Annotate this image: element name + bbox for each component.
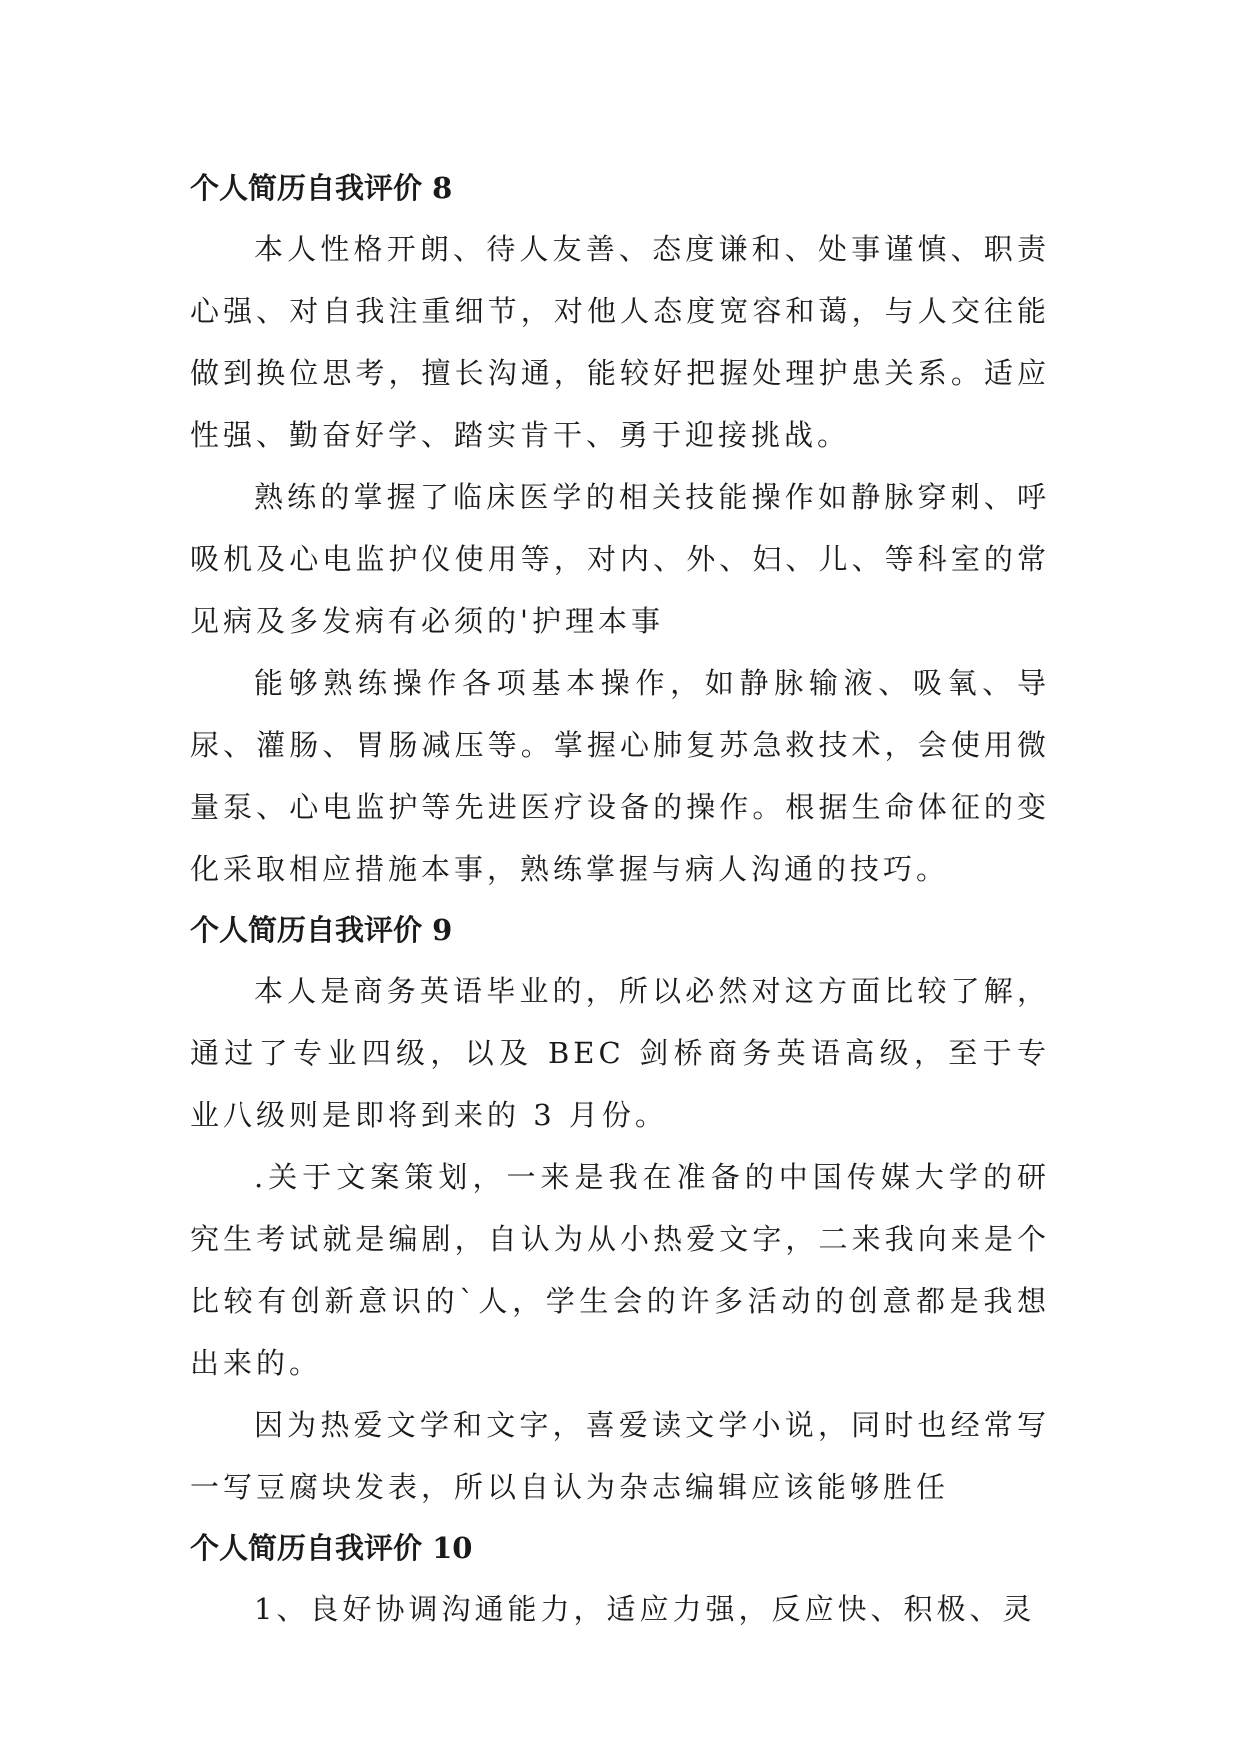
paragraph: 因为热爱文学和文字，喜爱读文学小说，同时也经常写一写豆腐块发表，所以自认为杂志编辑应该能够胜任 xyxy=(190,1408,1050,1504)
paragraph: 熟练的掌握了临床医学的相关技能操作如静脉穿刺、呼吸机及心电监护仪使用等，对内、外、妇、儿、等科室的常见病及多发病有必须的'护理本事 xyxy=(190,480,1050,638)
section-heading: 个人简历自我评价 8 xyxy=(190,171,453,205)
document-body xyxy=(190,158,1050,1640)
paragraph: 能够熟练操作各项基本操作，如静脉输液、吸氧、导尿、灌肠、胃肠减压等。掌握心肺复苏急救技术，会使用微量泵、心电监护等先进医疗设备的操作。根据生命体征的变化采取相应措施本事，熟练掌握与病人沟通的技巧。 xyxy=(190,666,1050,886)
paragraph: .关于文案策划，一来是我在准备的中国传媒大学的研究生考试就是编剧，自认为从小热爱文字，二来我向来是个比较有创新意识的`人，学生会的许多活动的创意都是我想出来的。 xyxy=(190,1160,1050,1380)
paragraph: 本人性格开朗、待人友善、态度谦和、处事谨慎、职责心强、对自我注重细节，对他人态度宽容和蔼，与人交往能做到换位思考，擅长沟通，能较好把握处理护患关系。适应性强、勤奋好学、踏实肯干、勇于迎接挑战。 xyxy=(190,232,1050,452)
section-heading: 个人简历自我评价 10 xyxy=(190,1531,473,1565)
paragraph: 本人是商务英语毕业的，所以必然对这方面比较了解，通过了专业四级，以及 BEC 剑桥商务英语高级，至于专业八级则是即将到来的 3 月份。 xyxy=(190,974,1050,1132)
section-heading: 个人简历自我评价 9 xyxy=(190,913,453,947)
paragraph: 1、良好协调沟通能力，适应力强，反应快、积极、灵 xyxy=(254,1592,1036,1626)
